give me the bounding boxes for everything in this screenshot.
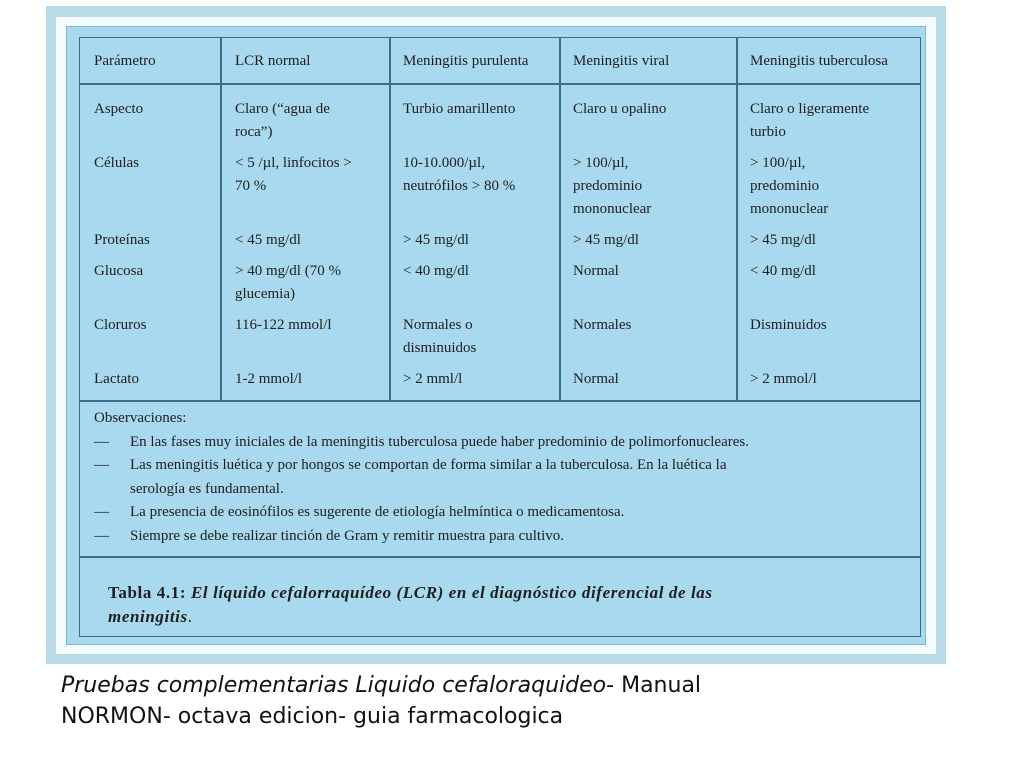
slide-caption	[61, 670, 961, 732]
column-divider	[220, 38, 222, 401]
table-cell: > 45 mg/dl	[750, 232, 816, 248]
row-label-lactato: Lactato	[94, 371, 139, 387]
table-cell: Normal	[573, 371, 619, 387]
observation-item: — Siempre se debe realizar tinción de Gram y remitir muestra para cultivo.	[94, 527, 564, 544]
observations-divider	[80, 400, 920, 402]
slide-caption-source: - Manual	[606, 673, 702, 698]
row-label-glucosa: Glucosa	[94, 263, 144, 279]
table-cell: Normales	[573, 317, 632, 333]
observation-item: — La presencia de eosinófilos es sugerente de etiología helmíntica o medicamentosa.	[94, 504, 625, 520]
header-meningitis-tuberculosa: Meningitis tuberculosa	[750, 53, 888, 69]
observation-item: — En las fases muy iniciales de la meningitis tuberculosa puede haber predominio de polimorfonucleares.	[94, 433, 749, 450]
header-meningitis-viral: Meningitis viral	[573, 53, 670, 69]
table-cell: > 2 mml/l	[403, 371, 463, 387]
table-cell: Turbio amarillento	[403, 101, 516, 117]
row-label-celulas: Células	[94, 155, 139, 171]
table-cell: > 2 mmol/l	[750, 371, 817, 387]
header-meningitis-purulenta: Meningitis purulenta	[403, 53, 529, 69]
column-divider	[559, 38, 561, 401]
table-cell: < 45 mg/dl	[235, 232, 301, 248]
header-parametro: Parámetro	[94, 53, 156, 69]
table-cell: 116-122 mmol/l	[235, 317, 332, 333]
header-lcr-normal: LCR normal	[235, 53, 311, 69]
table-cell: < 40 mg/dl	[750, 263, 816, 279]
table-cell: > 100/µl, predominio mononuclear	[573, 155, 652, 217]
table-cell: Disminuidos	[750, 317, 827, 333]
row-label-aspecto: Aspecto	[94, 101, 144, 117]
header-divider	[80, 83, 920, 85]
table-cell: > 100/µl, predominio mononuclear	[750, 155, 829, 217]
observations	[94, 407, 749, 548]
column-divider	[389, 38, 391, 401]
table-cell: > 45 mg/dl	[403, 232, 469, 248]
table-cell: Claro u opalino	[573, 101, 667, 117]
column-divider	[736, 38, 738, 401]
table-cell: 1-2 mmol/l	[235, 371, 303, 387]
table-cell: > 40 mg/dl (70 % glucemia)	[235, 263, 341, 302]
observations-title: Observaciones:	[94, 410, 187, 426]
table-cell: < 40 mg/dl	[403, 263, 469, 279]
row-label-cloruros: Cloruros	[94, 317, 147, 333]
table-cell: < 5 /µl, linfocitos > 70 %	[235, 155, 352, 194]
slide-caption-title: Pruebas complementarias Liquido cefaloraquideo	[61, 673, 607, 698]
lcr-table	[79, 37, 921, 637]
table-caption: Tabla 4.1: El líquido cefalorraquídeo (LCR) en el diagnóstico diferencial de las meningitis.	[108, 583, 713, 626]
table-cell: Claro o ligeramente turbio	[750, 101, 870, 140]
table-cell: 10-10.000/µl, neutrófilos > 80 %	[403, 155, 516, 194]
observation-item: — Las meningitis luética y por hongos se comportan de forma similar a la tuberculosa. En la luética la serología es fundamental.	[94, 457, 727, 497]
row-label-proteinas: Proteínas	[94, 232, 150, 248]
slide-caption-line2: NORMON- octava edicion- guia farmacologica	[61, 704, 564, 729]
table-cell: Normal	[573, 263, 619, 279]
caption-divider	[80, 556, 920, 558]
table-cell: Claro (“agua de roca”)	[235, 101, 330, 140]
table-cell: Normales o disminuidos	[403, 317, 477, 356]
table-cell: > 45 mg/dl	[573, 232, 639, 248]
